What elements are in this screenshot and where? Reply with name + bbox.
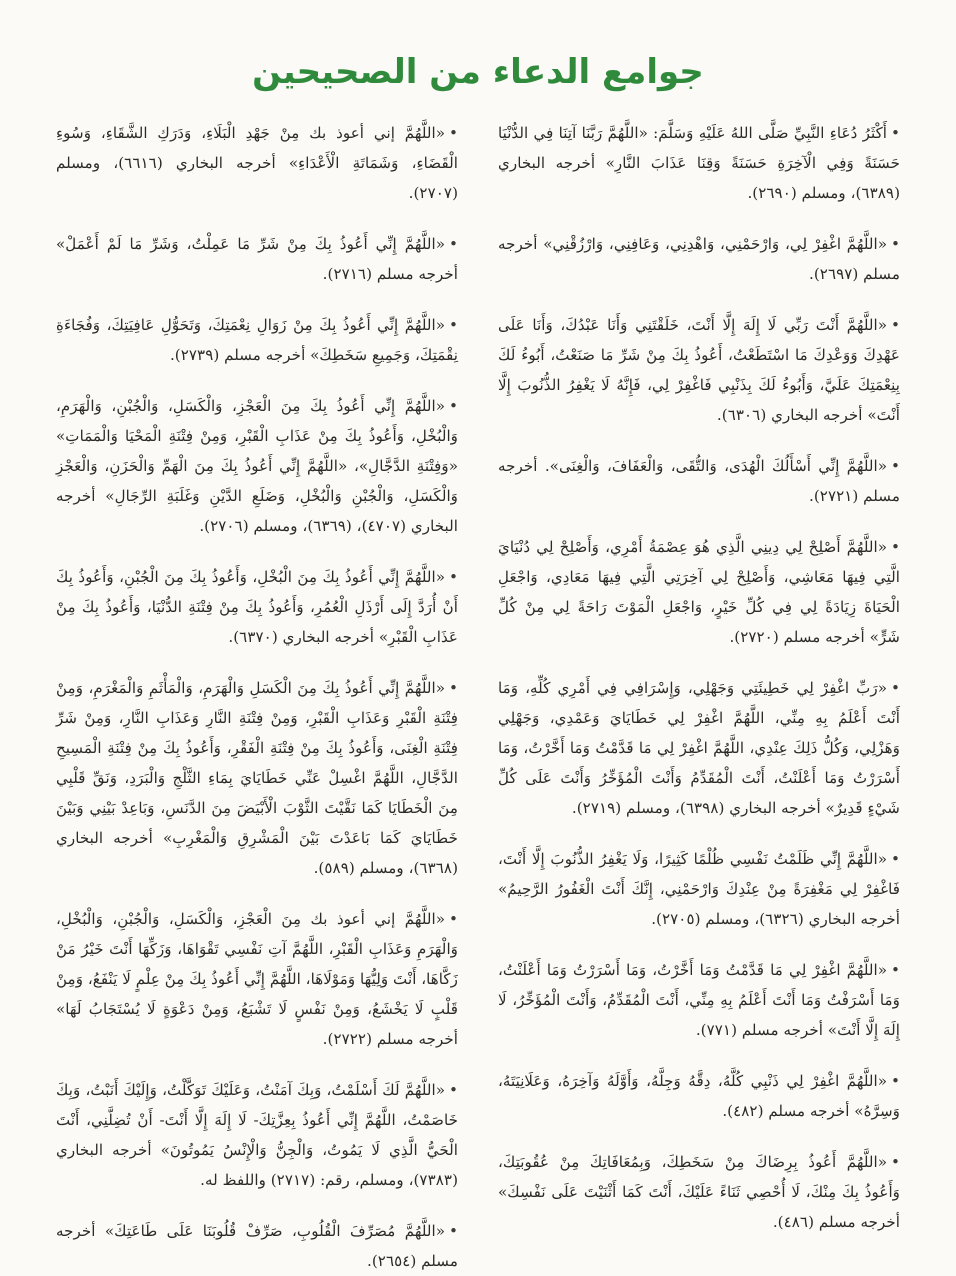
dua-item bbox=[498, 229, 900, 289]
bullet-icon: • bbox=[449, 1222, 458, 1240]
dua-item bbox=[498, 1147, 900, 1237]
dua-item bbox=[498, 532, 900, 652]
dua-text: «اللَّهُمَّ إِنِّي أَسْأَلُكَ الْهُدَى، وَالتُّقَى، وَالْعَفَافَ، وَالْغِنَى». أخرجه مسلم (٢٧٢١). bbox=[498, 457, 900, 505]
dua-text: «اللَّهُمَّ إِنِّي أَعُوذُ بِكَ مِنَ الْعَجْزِ، وَالْكَسَلِ، وَالْجُبْنِ، وَالْهَرَمِ، وَالْبُخْلِ، وَأَعُوذُ بِكَ مِنْ عَذَابِ الْقَبْرِ، وَمِنْ فِتْنَةِ الْمَحْيَا وَالْمَمَاتِ» «وَفِتْنَةِ الدَّجَّالِ»، «اللَّهُمَّ إِنِّي أَعُوذُ بِكَ مِنَ الْهَمِّ وَالْحَزَنِ، وَالْعَجْزِ وَالْكَسَلِ، وَالْجُبْنِ وَالْبُخْلِ، وَضَلَعِ الدَّيْنِ وَغَلَبَةِ الرِّجَالِ» أخرجه البخاري (٤٧٠٧)، (٦٣٦٩)، ومسلم (٢٧٠٦). bbox=[56, 397, 458, 535]
dua-text: «اللَّهُمَّ إِنِّي ظَلَمْتُ نَفْسِي ظُلْمًا كَثِيرًا، وَلَا يَغْفِرُ الذُّنُوبَ إِلَّا أَنْتَ، فَاغْفِرْ لِي مَغْفِرَةً مِنْ عِنْدِكَ وَارْحَمْنِي، إِنَّكَ أَنْتَ الْغَفُورُ الرَّحِيمُ» أخرجه البخاري (٦٣٢٦)، ومسلم (٢٧٠٥). bbox=[498, 850, 900, 928]
dua-item bbox=[498, 451, 900, 511]
dua-item bbox=[498, 955, 900, 1045]
dua-text: «اللَّهُمَّ إِنِّي أَعُوذُ بِكَ مِنْ شَرِّ مَا عَمِلْتُ، وَشَرِّ مَا لَمْ أَعْمَلْ» أخرجه مسلم (٢٧١٦). bbox=[56, 235, 458, 283]
dua-text: «اللَّهُمَّ اغْفِرْ لِي مَا قَدَّمْتُ وَمَا أَخَّرْتُ، وَمَا أَسْرَرْتُ وَمَا أَعْلَنْتُ، وَمَا أَسْرَفْتُ وَمَا أَنْتَ أَعْلَمُ بِهِ مِنِّي، أَنْتَ الْمُقَدِّمُ، وَأَنْتَ الْمُؤَخِّرُ، لَا إِلَهَ إِلَّا أَنْتَ» أخرجه مسلم (٧٧١). bbox=[498, 961, 900, 1039]
dua-item bbox=[56, 391, 458, 541]
dua-text: «اللَّهُمَّ لَكَ أَسْلَمْتُ، وَبِكَ آمَنْتُ، وَعَلَيْكَ تَوَكَّلْتُ، وَإِلَيْكَ أَنَبْتُ، وَبِكَ خَاصَمْتُ، اللَّهُمَّ إِنِّي أَعُوذُ بِعِزَّتِكَ- لَا إِلَهَ إِلَّا أَنْتَ- أَنْ تُضِلَّنِي، أَنْتَ الْحَيُّ الَّذِي لَا يَمُوتُ، وَالْجِنُّ وَالْإِنْسُ يَمُوتُونَ» أخرجه البخاري (٧٣٨٣)، ومسلم، رقم: (٢٧١٧) واللفظ له. bbox=[56, 1081, 458, 1189]
bullet-icon: • bbox=[891, 850, 900, 868]
dua-text: «اللَّهُمَّ إِنِّي أَعُوذُ بِكَ مِنَ الْبُخْلِ، وَأَعُوذُ بِكَ مِنَ الْجُبْنِ، وَأَعُوذُ بِكَ أَنْ أُرَدَّ إِلَى أَرْذَلِ الْعُمُرِ، وَأَعُوذُ بِكَ مِنْ فِتْنَةِ الدُّنْيَا، وَأَعُوذُ بِكَ مِنْ عَذَابِ الْقَبْرِ» أخرجه البخاري (٦٣٧٠). bbox=[56, 568, 458, 646]
dua-item bbox=[56, 673, 458, 883]
right-column bbox=[498, 118, 900, 1231]
bullet-icon: • bbox=[891, 538, 900, 556]
dua-text: «رَبِّ اغْفِرْ لِي خَطِيئَتِي وَجَهْلِي، وَإِسْرَافِي فِي أَمْرِي كُلِّهِ، وَمَا أَنْتَ أَعْلَمُ بِهِ مِنِّي، اللَّهُمَّ اغْفِرْ لِي خَطَايَايَ وَعَمْدِي، وَجَهْلِي وَهَزْلِي، وَكُلُّ ذَلِكَ عِنْدِي، اللَّهُمَّ اغْفِرْ لِي مَا قَدَّمْتُ وَمَا أَخَّرْتُ، وَمَا أَسْرَرْتُ وَمَا أَعْلَنْتُ، أَنْتَ الْمُقَدِّمُ وَأَنْتَ الْمُؤَخِّرُ وَأَنْتَ عَلَى كُلِّ شَيْءٍ قَدِيرٌ» أخرجه البخاري (٦٣٩٨)، ومسلم (٢٧١٩). bbox=[498, 679, 900, 817]
columns bbox=[56, 118, 900, 1270]
dua-text: أَكْثَرُ دُعَاءِ النَّبِيِّ صَلَّى اللهُ عَلَيْهِ وَسَلَّمَ: «اللَّهُمَّ رَبَّنَا آتِنَا فِي الدُّنْيَا حَسَنَةً وَفِي الْآخِرَةِ حَسَنَةً وَقِنَا عَذَابَ النَّارِ» أخرجه البخاري (٦٣٨٩)، ومسلم (٢٦٩٠). bbox=[498, 124, 900, 202]
bullet-icon: • bbox=[449, 316, 458, 334]
bullet-icon: • bbox=[449, 235, 458, 253]
bullet-icon: • bbox=[891, 679, 900, 697]
dua-text: «اللَّهُمَّ مُصَرِّفَ الْقُلُوبِ، صَرِّفْ قُلُوبَنَا عَلَى طَاعَتِكَ» أخرجه مسلم (٢٦٥٤). bbox=[56, 1222, 458, 1270]
bullet-icon: • bbox=[449, 397, 458, 415]
bullet-icon: • bbox=[891, 1153, 900, 1171]
dua-text: «اللَّهُمَّ إِنِّي أَعُوذُ بِكَ مِنَ الْكَسَلِ وَالْهَرَمِ، وَالْمَأْثَمِ وَالْمَغْرَمِ، وَمِنْ فِتْنَةِ الْقَبْرِ وَعَذَابِ الْقَبْرِ، وَمِنْ فِتْنَةِ النَّارِ وَعَذَابِ النَّارِ، وَمِنْ شَرِّ فِتْنَةِ الْغِنَى، وَأَعُوذُ بِكَ مِنْ فِتْنَةِ الْفَقْرِ، وَأَعُوذُ بِكَ مِنْ فِتْنَةِ الْمَسِيحِ الدَّجَّالِ، اللَّهُمَّ اغْسِلْ عَنِّي خَطَايَايَ بِمَاءِ الثَّلْجِ وَالْبَرَدِ، وَنَقِّ قَلْبِي مِنَ الْخَطَايَا كَمَا نَقَّيْتَ الثَّوْبَ الْأَبْيَضَ مِنَ الدَّنَسِ، وَبَاعِدْ بَيْنِي وَبَيْنَ خَطَايَايَ كَمَا بَاعَدْتَ بَيْنَ الْمَشْرِقِ وَالْمَغْرِبِ» أخرجه البخاري (٦٣٦٨)، ومسلم (٥٨٩). bbox=[56, 679, 458, 877]
bullet-icon: • bbox=[891, 457, 900, 475]
bullet-icon: • bbox=[449, 679, 458, 697]
dua-item bbox=[498, 673, 900, 823]
dua-item bbox=[498, 844, 900, 934]
bullet-icon: • bbox=[891, 124, 900, 142]
bullet-icon: • bbox=[449, 910, 458, 928]
bullet-icon: • bbox=[891, 961, 900, 979]
dua-item bbox=[56, 118, 458, 208]
dua-text: «اللَّهُمَّ اغْفِرْ لِي ذَنْبِي كُلَّهُ، دِقَّهُ وَجِلَّهُ، وَأَوَّلَهُ وَآخِرَهُ، وَعَلَانِيَتَهُ، وَسِرَّهُ» أخرجه مسلم (٤٨٢). bbox=[498, 1072, 900, 1120]
dua-item bbox=[56, 904, 458, 1054]
bullet-icon: • bbox=[449, 124, 458, 142]
dua-text: «اللَّهُمَّ أَنْتَ رَبِّي لَا إِلَهَ إِلَّا أَنْتَ، خَلَقْتَنِي وَأَنَا عَبْدُكَ، وَأَنَا عَلَى عَهْدِكَ وَوَعْدِكَ مَا اسْتَطَعْتُ، أَعُوذُ بِكَ مِنْ شَرِّ مَا صَنَعْتُ، أَبُوءُ لَكَ بِنِعْمَتِكَ عَلَيَّ، وَأَبُوءُ لَكَ بِذَنْبِي فَاغْفِرْ لِي، فَإِنَّهُ لَا يَغْفِرُ الذُّنُوبَ إِلَّا أَنْتَ» أخرجه البخاري (٦٣٠٦). bbox=[498, 316, 900, 424]
dua-item bbox=[56, 1216, 458, 1276]
bullet-icon: • bbox=[449, 568, 458, 586]
page-title: جوامع الدعاء من الصحيحين bbox=[252, 52, 704, 92]
dua-text: «اللَّهُمَّ إِنِّي أَعُوذُ بِكَ مِنْ زَوَالِ نِعْمَتِكَ، وَتَحَوُّلِ عَافِيَتِكَ، وَفُجَاءَةِ نِقْمَتِكَ، وَجَمِيعِ سَخَطِكَ» أخرجه مسلم (٢٧٣٩). bbox=[56, 316, 458, 364]
bullet-icon: • bbox=[449, 1081, 458, 1099]
bullet-icon: • bbox=[891, 316, 900, 334]
dua-item bbox=[498, 310, 900, 430]
dua-item bbox=[56, 1075, 458, 1195]
dua-text: «اللَّهُمَّ أَعُوذُ بِرِضَاكَ مِنْ سَخَطِكَ، وَبِمُعَافَاتِكَ مِنْ عُقُوبَتِكَ، وَأَعُوذُ بِكَ مِنْكَ، لَا أُحْصِي ثَنَاءً عَلَيْكَ، أَنْتَ كَمَا أَثْنَيْتَ عَلَى نَفْسِكَ» أخرجه مسلم (٤٨٦). bbox=[498, 1153, 900, 1231]
left-column bbox=[56, 118, 458, 1270]
dua-item bbox=[56, 229, 458, 289]
dua-item bbox=[498, 118, 900, 208]
bullet-icon: • bbox=[891, 1072, 900, 1090]
dua-item bbox=[498, 1066, 900, 1126]
dua-text: «اللَّهُمَّ إني أعوذ بك مِنَ الْعَجْزِ، وَالْكَسَلِ، وَالْجُبْنِ، وَالْبُخْلِ، وَالْهَرَمِ وَعَذَابِ الْقَبْرِ، اللَّهُمَّ آتِ نَفْسِي تَقْوَاهَا، وَزَكِّهَا أَنْتَ خَيْرُ مَنْ زَكَّاهَا، أَنْتَ وَلِيُّهَا وَمَوْلَاهَا، اللَّهُمَّ إِنِّي أَعُوذُ بِكَ مِنْ عِلْمٍ لَا يَنْفَعُ، وَمِنْ قَلْبٍ لَا يَخْشَعُ، وَمِنْ نَفْسٍ لَا تَشْبَعُ، وَمِنْ دَعْوَةٍ لَا يُسْتَجَابُ لَهَا» أخرجه مسلم (٢٧٢٢). bbox=[56, 910, 458, 1048]
dua-item bbox=[56, 562, 458, 652]
dua-text: «اللَّهُمَّ إني أعوذ بك مِنْ جَهْدِ الْبَلَاءِ، وَدَرَكِ الشَّقَاءِ، وَسُوءِ الْقَضَاءِ، وَشَمَاتَةِ الْأَعْدَاءِ» أخرجه البخاري (٦٦١٦)، ومسلم (٢٧٠٧). bbox=[56, 124, 458, 202]
bullet-icon: • bbox=[891, 235, 900, 253]
dua-text: «اللَّهُمَّ اغْفِرْ لِي، وَارْحَمْنِي، وَاهْدِنِي، وَعَافِنِي، وَارْزُقْنِي» أخرجه مسلم (٢٦٩٧). bbox=[498, 235, 900, 283]
dua-item bbox=[56, 310, 458, 370]
dua-text: «اللَّهُمَّ أَصْلِحْ لِي دِينِي الَّذِي هُوَ عِصْمَةُ أَمْرِي، وَأَصْلِحْ لِي دُنْيَايَ الَّتِي فِيهَا مَعَاشِي، وَأَصْلِحْ لِي آخِرَتِي الَّتِي فِيهَا مَعَادِي، وَاجْعَلِ الْحَيَاةَ زِيَادَةً لِي فِي كُلِّ خَيْرٍ، وَاجْعَلِ الْمَوْتَ رَاحَةً لِي مِنْ كُلِّ شَرٍّ» أخرجه مسلم (٢٧٢٠). bbox=[498, 538, 900, 646]
